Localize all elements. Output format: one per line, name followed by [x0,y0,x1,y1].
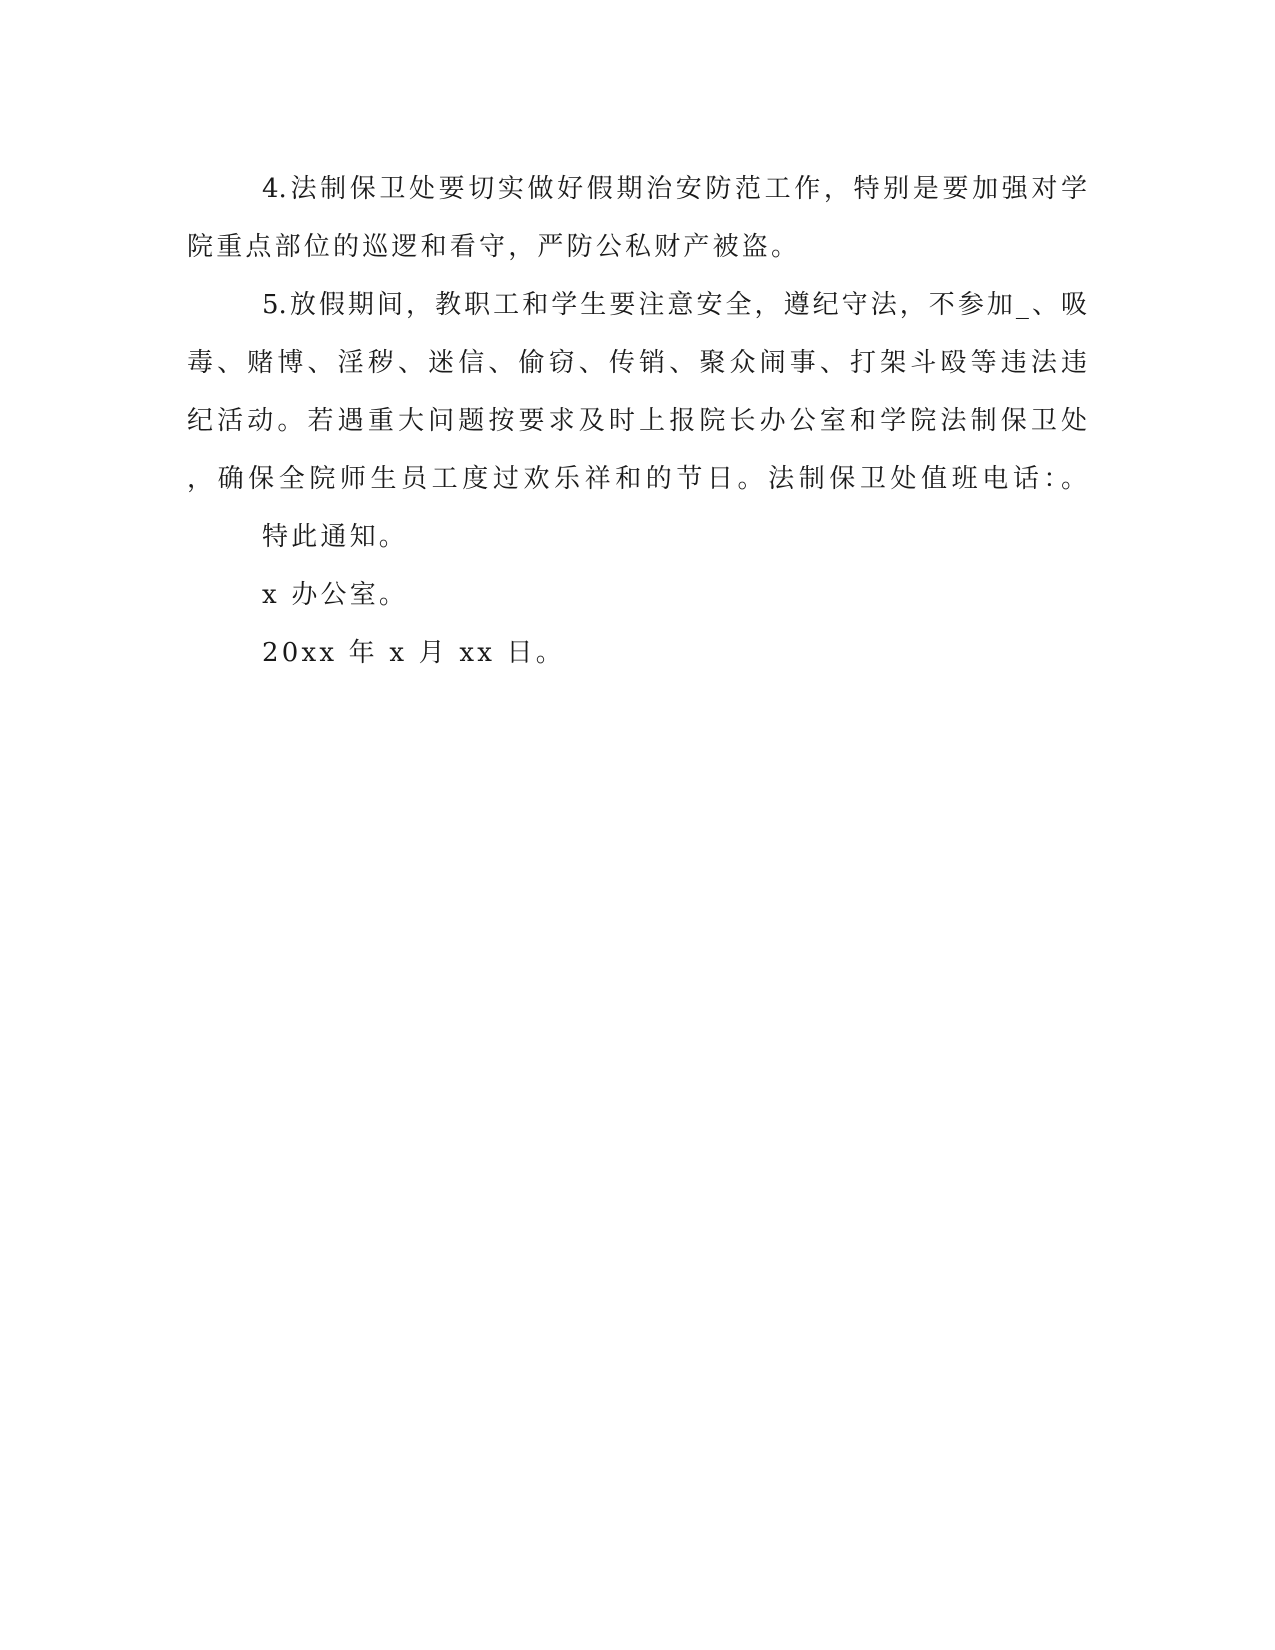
paragraph-4-line-2: 院重点部位的巡逻和看守，严防公私财产被盗。 [187,232,801,262]
document-body [187,160,1087,682]
document-date: 20xx 年 x 月 xx 日。 [262,638,565,668]
paragraph-5-line-1: 5.放假期间，教职工和学生要注意安全，遵纪守法，不参加_、吸 [262,290,1087,320]
signature-office: x 办公室。 [262,580,409,610]
closing-text: 特此通知。 [262,522,409,552]
paragraph-5-line-2: 毒、赌博、淫秽、迷信、偷窃、传销、聚众闹事、打架斗殴等违法违 [187,348,1087,378]
paragraph-5-line-3: 纪活动。若遇重大问题按要求及时上报院长办公室和学院法制保卫处 [187,406,1087,436]
paragraph-4-line-1: 4.法制保卫处要切实做好假期治安防范工作，特别是要加强对学 [262,174,1087,204]
paragraph-5-line-4: ，确保全院师生员工度过欢乐祥和的节日。法制保卫处值班电话：。 [187,464,1087,494]
